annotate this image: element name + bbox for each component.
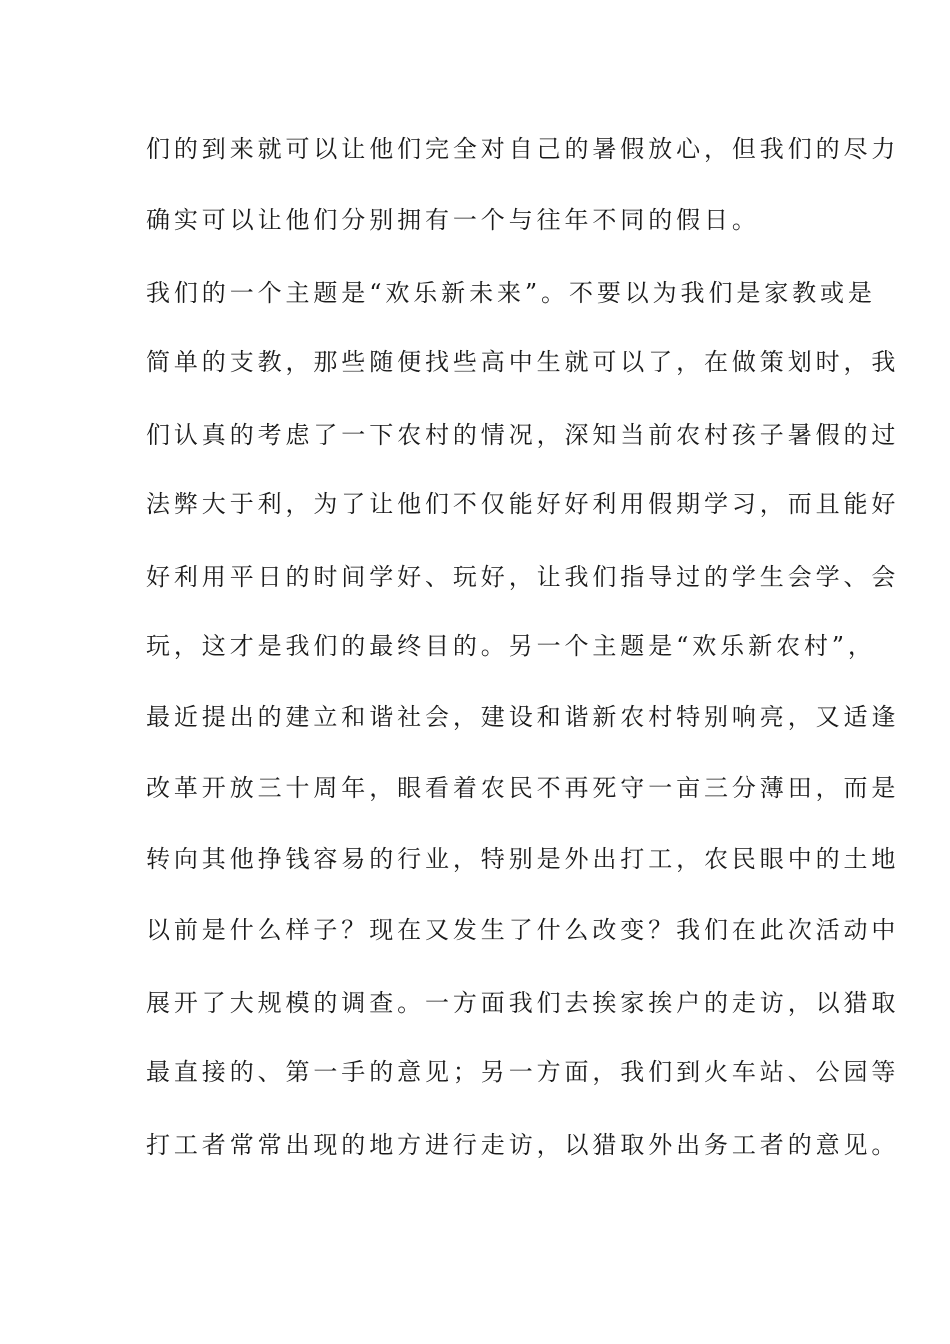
text-line: 展开了大规模的调查。一方面我们去挨家挨户的走访，以猎取 (146, 989, 900, 1017)
text-line: 简单的支教，那些随便找些高中生就可以了，在做策划时，我 (146, 348, 900, 376)
text-line: 确实可以让他们分别拥有一个与往年不同的假日。 (146, 206, 760, 234)
text-line: 我们的一个主题是“欢乐新未来”。不要以为我们是家教或是 (146, 279, 876, 307)
text-line: 转向其他挣钱容易的行业，特别是外出打工，农民眼中的土地 (146, 845, 900, 873)
text-line: 们认真的考虑了一下农村的情况，深知当前农村孩子暑假的过 (146, 421, 900, 449)
document-body (146, 131, 900, 1163)
text-line: 改革开放三十周年，眼看着农民不再死守一亩三分薄田，而是 (146, 774, 900, 802)
text-line: 法弊大于利，为了让他们不仅能好好利用假期学习，而且能好 (146, 490, 900, 518)
text-line: 最直接的、第一手的意见；另一方面，我们到火车站、公园等 (146, 1058, 900, 1086)
text-line: 玩，这才是我们的最终目的。另一个主题是“欢乐新农村”， (146, 632, 876, 660)
text-line: 好利用平日的时间学好、玩好，让我们指导过的学生会学、会 (146, 563, 900, 591)
text-line: 们的到来就可以让他们完全对自己的暑假放心，但我们的尽力 (146, 135, 900, 163)
text-line: 以前是什么样子？现在又发生了什么改变？我们在此次活动中 (146, 916, 900, 944)
text-line: 最近提出的建立和谐社会，建设和谐新农村特别响亮，又适逢 (146, 703, 900, 731)
text-line: 打工者常常出现的地方进行走访，以猎取外出务工者的意见。 (146, 1131, 900, 1159)
